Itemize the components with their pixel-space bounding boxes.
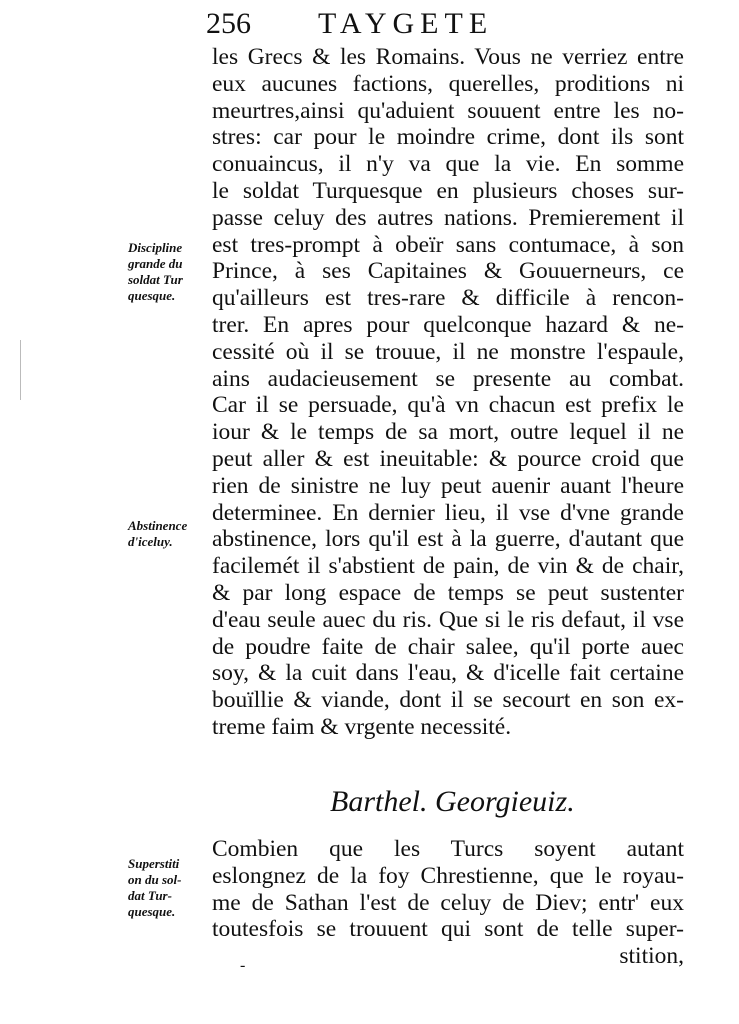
text-line: abstinence, lors qu'il est à la guerre, d'autant que <box>212 526 684 553</box>
margin-note-line: Abstinence <box>128 518 188 533</box>
margin-note-line: on du sol- <box>128 872 182 887</box>
text-line: me de Sathan l'est de celuy de Diev; entr' eux <box>212 889 684 916</box>
margin-note-line: Superstiti <box>128 856 180 871</box>
margin-note-line: dat Tur- <box>128 888 172 903</box>
text-line: meurtres,ainsi qu'aduient souuent entre les no- <box>212 97 684 124</box>
text-line: de poudre faite de chair salee, qu'il porte auec <box>212 633 684 660</box>
text-line: Prince, à ses Capitaines & Gouuerneurs, ce <box>212 258 684 285</box>
margin-note-line: soldat Tur <box>128 272 183 287</box>
text-line: le soldat Turquesque en plusieurs choses sur- <box>212 177 684 204</box>
text-line: toutesfois se trouuent qui sont de telle super- <box>212 916 684 943</box>
margin-note-line: grande du <box>128 256 183 271</box>
text-line: bouïllie & viande, dont il se secourt en son ex- <box>212 687 684 714</box>
text-line: eslongnez de la foy Chrestienne, que le royau- <box>212 862 684 889</box>
text-line: & par long espace de temps se peut sustenter <box>212 579 684 606</box>
text-line: eux aucunes factions, querelles, proditions ni <box>212 70 684 97</box>
page-number: 256 <box>206 7 251 40</box>
text-line: Car il se persuade, qu'à vn chacun est prefix le <box>212 392 684 419</box>
page-edge-line <box>20 340 21 400</box>
text-line: facilemét il s'abstient de pain, de vin & de chair, <box>212 553 684 580</box>
text-line: treme faim & vrgente necessité. <box>212 713 512 740</box>
text-line: cessité où il se trouue, il ne monstre l'espaule, <box>212 338 684 365</box>
text-line: soy, & la cuit dans l'eau, & d'icelle fait certaine <box>212 660 684 687</box>
text-line: d'eau seule auec du ris. Que si le ris defaut, il vse <box>212 606 684 633</box>
text-line: ains audacieusement se presente au combat. <box>212 365 684 392</box>
text-line: iour & le temps de sa mort, outre lequel il ne <box>212 419 684 446</box>
text-line: conuaincus, il n'y va que la vie. En somme <box>212 151 684 178</box>
text-line: est tres-prompt à obeïr sans contumace, à son <box>212 231 684 258</box>
page-header <box>206 6 686 46</box>
margin-note-discipline <box>128 240 212 304</box>
text-line: determinee. En dernier lieu, il vse d'vne grande <box>212 499 684 526</box>
text-line: stres: car pour le moindre crime, dont ils sont <box>212 124 684 151</box>
running-title: TAYGETE <box>318 7 494 40</box>
section-text-block <box>212 836 684 970</box>
text-line: passe celuy des autres nations. Premierement il <box>212 204 684 231</box>
margin-note-abstinence <box>128 518 212 550</box>
text-line: peut aller & est ineuitable: & pource croid que <box>212 445 684 472</box>
section-heading: Barthel. Georgieuiz. <box>330 785 575 818</box>
margin-note-line: quesque. <box>128 904 176 919</box>
margin-note-line: quesque. <box>128 288 176 303</box>
text-line: trer. En apres pour quelconque hazard & ne- <box>212 311 684 338</box>
footer-mark: - <box>240 957 246 974</box>
margin-note-line: Discipline <box>128 240 183 255</box>
main-text-block <box>212 44 684 741</box>
text-line: qu'ailleurs est tres-rare & difficile à rencon- <box>212 285 684 312</box>
text-line: les Grecs & les Romains. Vous ne verriez entre <box>212 44 684 70</box>
text-line: rien de sinistre ne luy peut auenir auant l'heure <box>212 472 684 499</box>
margin-note-line: d'iceluy. <box>128 534 173 549</box>
margin-note-superstition <box>128 856 212 920</box>
text-line: Combien que les Turcs soyent autant <box>212 836 684 862</box>
catchword: stition, <box>619 943 684 970</box>
